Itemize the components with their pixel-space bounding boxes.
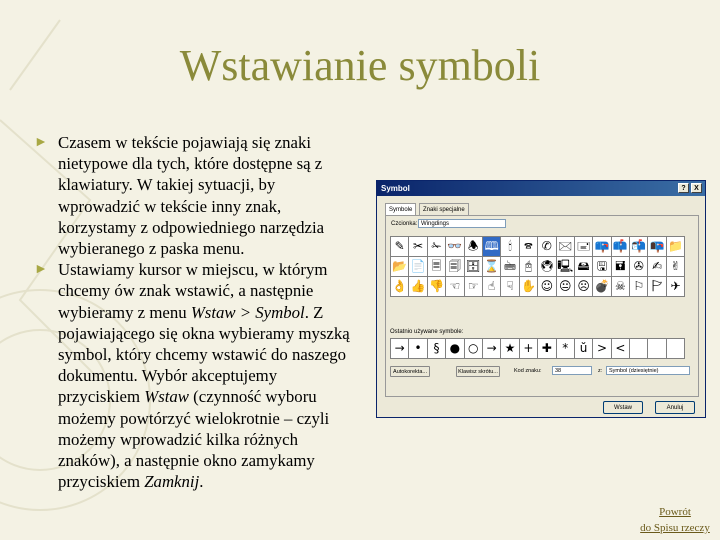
symbol-cell[interactable]: 🕭 <box>465 237 483 257</box>
symbol-cell[interactable]: ✎ <box>391 237 409 257</box>
symbol-cell[interactable]: 🖴 <box>575 257 593 277</box>
recent-symbol-cell[interactable]: → <box>391 339 409 359</box>
cancel-button[interactable]: Anuluj <box>655 401 695 414</box>
symbol-cell[interactable]: 🖰 <box>520 257 538 277</box>
recent-label: Ostatnio używane symbole: <box>390 329 464 335</box>
char-code-label: Kod znaku: <box>514 368 542 374</box>
recent-symbol-cell[interactable]: ✚ <box>538 339 556 359</box>
symbol-cell[interactable]: 🕮 <box>483 237 501 257</box>
bullet-text: Czasem w tekście pojawiają się znaki nietypowe dla tych, które dostępne są z klawiatury. W takiej sytuacji, by wprowadzić w tekście inny znak, korzystamy z odpowiedniego narzędzia wybieranego z paska menu. <box>58 133 325 259</box>
symbol-cell[interactable]: 👓 <box>446 237 464 257</box>
symbol-cell[interactable]: 📭 <box>648 237 666 257</box>
symbol-cell[interactable]: 👎 <box>428 277 446 297</box>
symbol-cell[interactable]: 📪 <box>593 237 611 257</box>
from-label: z: <box>598 368 603 374</box>
tab-symbols[interactable]: Symbole <box>385 203 416 216</box>
recent-symbol-cell[interactable] <box>667 339 685 359</box>
recent-symbol-cell[interactable] <box>648 339 666 359</box>
recent-symbols <box>390 338 685 359</box>
symbol-cell[interactable]: ✍ <box>648 257 666 277</box>
symbol-cell[interactable]: ⌛ <box>483 257 501 277</box>
symbol-cell[interactable]: 🖮 <box>501 257 519 277</box>
bullet-arrow-icon: ► <box>34 262 48 278</box>
symbol-cell[interactable]: ✁ <box>428 237 446 257</box>
symbol-cell[interactable]: ☺ <box>538 277 556 297</box>
insert-button[interactable]: Wstaw <box>603 401 643 414</box>
recent-symbol-cell[interactable]: + <box>520 339 538 359</box>
symbol-cell[interactable]: 👍 <box>409 277 427 297</box>
symbol-cell[interactable]: ✆ <box>538 237 556 257</box>
symbol-cell[interactable]: 🖂 <box>557 237 575 257</box>
recent-symbol-cell[interactable]: > <box>593 339 611 359</box>
recent-symbol-cell[interactable]: < <box>612 339 630 359</box>
bullet-item <box>32 259 352 492</box>
bullet-text: Zamknij <box>144 472 200 492</box>
recent-symbol-cell[interactable]: * <box>557 339 575 359</box>
back-link-line2[interactable]: do Spisu rzeczy <box>640 522 710 534</box>
symbol-cell[interactable]: ✈ <box>667 277 685 297</box>
bullet-text: (czynność wyboru możemy powtórzyć wielokrotnie – czyli możemy wprowadzić kilka różnych znaków), a następnie okno zamykamy przyciskiem <box>58 387 330 492</box>
bullet-text: Wstaw > Symbol <box>190 302 305 322</box>
recent-symbol-cell[interactable] <box>630 339 648 359</box>
symbol-cell[interactable]: 📂 <box>391 257 409 277</box>
symbol-cell[interactable]: ⚐ <box>630 277 648 297</box>
symbol-cell[interactable]: 😐 <box>557 277 575 297</box>
symbol-cell[interactable]: ☞ <box>465 277 483 297</box>
bullet-text: Ustawiamy kursor w miejscu, w którym chcemy ów znak wstawić, a następnie wybieramy z menu <box>58 260 328 322</box>
symbol-cell[interactable]: ✋ <box>520 277 538 297</box>
symbol-cell[interactable]: 📫 <box>612 237 630 257</box>
bullet-text: . Z pojawiającego się okna wybieramy myszką symbol, który chcemy wstawić do naszego dokumentu. Wybór akceptujemy przyciskiem <box>58 302 350 407</box>
symbol-cell[interactable]: 🗏 <box>428 257 446 277</box>
recent-symbol-cell[interactable]: ★ <box>501 339 519 359</box>
symbol-cell[interactable]: 👌 <box>391 277 409 297</box>
bullet-text: Wstaw <box>144 387 189 407</box>
recent-symbol-cell[interactable]: ŭ <box>575 339 593 359</box>
dialog-titlebar <box>377 181 705 196</box>
symbol-cell[interactable]: ☜ <box>446 277 464 297</box>
recent-symbol-cell[interactable]: § <box>428 339 446 359</box>
symbol-cell[interactable]: 📬 <box>630 237 648 257</box>
symbol-dialog <box>376 180 706 418</box>
symbol-cell[interactable]: 📁 <box>667 237 685 257</box>
help-button[interactable]: ? <box>678 183 689 193</box>
symbol-cell[interactable]: ✂ <box>409 237 427 257</box>
back-link[interactable] <box>632 504 718 536</box>
bullet-text: . <box>199 472 204 492</box>
bullet-item <box>32 132 352 259</box>
recent-symbol-cell[interactable]: • <box>409 339 427 359</box>
symbol-cell[interactable]: 🖳 <box>557 257 575 277</box>
symbol-cell[interactable]: ✌ <box>667 257 685 277</box>
symbol-cell[interactable]: 💣 <box>593 277 611 297</box>
symbol-cell[interactable]: ☠ <box>612 277 630 297</box>
autocorrect-button[interactable]: Autokorekta... <box>390 366 430 377</box>
symbol-cell[interactable]: ✇ <box>630 257 648 277</box>
tab-special-chars[interactable]: Znaki specjalne <box>419 203 469 216</box>
symbol-cell[interactable]: 🖲 <box>538 257 556 277</box>
symbols-panel <box>385 215 699 397</box>
slide-title: Wstawianie symboli <box>179 41 541 90</box>
symbol-cell[interactable]: 🕿 <box>520 237 538 257</box>
symbol-cell[interactable]: 🖫 <box>593 257 611 277</box>
back-link-line1[interactable]: Powrót <box>659 506 691 518</box>
from-select[interactable]: Symbol (dziesiętnie) <box>606 366 690 375</box>
symbol-cell[interactable]: 🕯 <box>501 237 519 257</box>
symbol-cell[interactable]: 🖬 <box>612 257 630 277</box>
symbol-cell[interactable]: ☟ <box>501 277 519 297</box>
font-select[interactable]: Wingdings <box>418 219 506 228</box>
char-code-input[interactable]: 38 <box>552 366 592 375</box>
symbol-grid <box>390 236 685 297</box>
symbol-cell[interactable]: 🖃 <box>575 237 593 257</box>
symbol-cell[interactable]: 📄 <box>409 257 427 277</box>
recent-symbol-cell[interactable]: → <box>483 339 501 359</box>
symbol-cell[interactable]: ☹ <box>575 277 593 297</box>
dialog-title: Symbol <box>381 184 410 193</box>
symbol-cell[interactable]: 🏱 <box>648 277 666 297</box>
recent-symbol-cell[interactable]: ● <box>446 339 464 359</box>
symbol-cell[interactable]: ☝ <box>483 277 501 297</box>
symbol-cell[interactable]: 🗐 <box>446 257 464 277</box>
shortcut-key-button[interactable]: Klawisz skrótu... <box>456 366 500 377</box>
close-button[interactable]: X <box>691 183 702 193</box>
recent-symbol-cell[interactable]: ○ <box>465 339 483 359</box>
bullet-arrow-icon: ► <box>34 135 48 150</box>
symbol-cell[interactable]: 🗄 <box>465 257 483 277</box>
font-label: Czcionka: <box>391 221 418 227</box>
slide-body <box>32 132 352 492</box>
